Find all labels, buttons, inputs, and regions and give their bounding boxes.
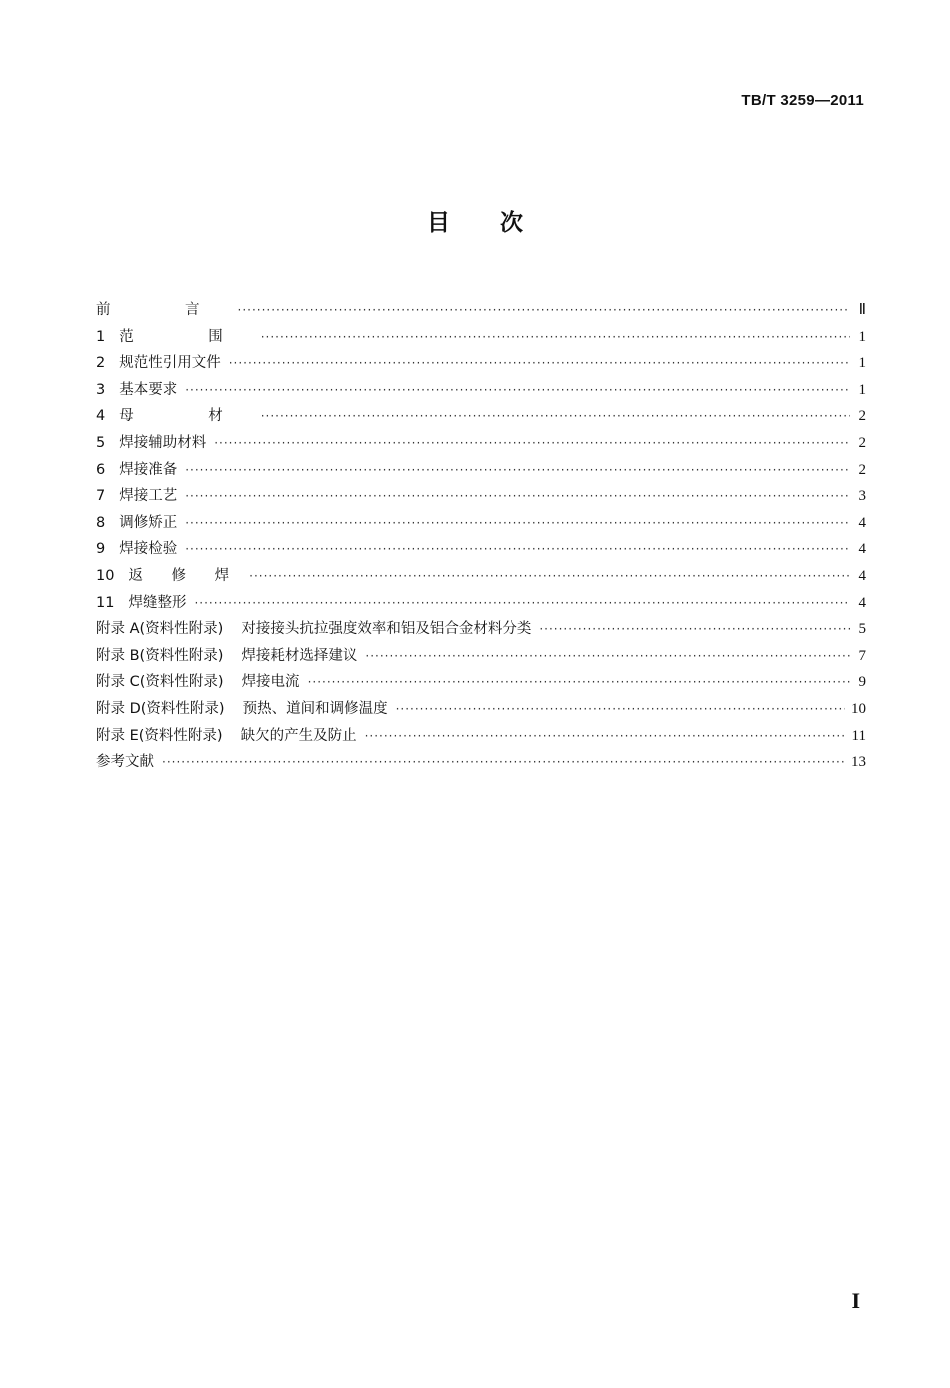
toc-entry-label: 参考文献 [96, 754, 154, 771]
toc-entry-number: 9 [96, 541, 106, 558]
toc-leader [261, 330, 850, 344]
toc-entry-number: 附录 C(资料性附录) [96, 674, 224, 691]
toc-entry-number: 附录 D(资料性附录) [96, 700, 225, 717]
toc-entry-basic-requirements[interactable] [96, 378, 866, 405]
toc-entry-label: 焊缝整形 [128, 594, 187, 611]
toc-entry-page: 3 [858, 488, 866, 505]
toc-entry-label: 返 修 焊 [128, 567, 242, 584]
toc-entry-number: 3 [96, 381, 106, 398]
toc-entry-label: 缺欠的产生及防止 [240, 727, 357, 744]
toc-entry-label: 调修矫正 [119, 514, 178, 531]
toc-leader [238, 303, 851, 317]
toc-leader [308, 675, 850, 689]
toc-entry-repair-welding[interactable] [96, 564, 866, 591]
toc-entry-label: 焊接电流 [241, 674, 300, 691]
toc-entry-scope[interactable] [96, 325, 866, 352]
toc-leader [365, 649, 850, 663]
toc-entry-number: 附录 E(资料性附录) [96, 727, 223, 744]
toc-leader [185, 489, 850, 503]
toc-entry-label: 预热、道间和调修温度 [242, 700, 388, 717]
toc-entry-straightening[interactable] [96, 511, 866, 538]
toc-entry-page: 2 [858, 408, 866, 425]
page-title-part2: 次 [500, 210, 523, 236]
toc-entry-annex-b[interactable] [96, 644, 866, 671]
toc-entry-label: 焊接检验 [119, 541, 178, 558]
toc-entry-page: 1 [858, 381, 866, 398]
toc-leader [185, 542, 850, 556]
toc-entry-label: 基本要求 [119, 381, 178, 398]
toc-entry-label: 焊接工艺 [119, 488, 178, 505]
toc-entry-number: 1 [96, 328, 106, 345]
toc-leader [229, 356, 850, 370]
toc-entry-number: 8 [96, 514, 106, 531]
toc-entry-number: 5 [96, 434, 106, 451]
toc-entry-page: 4 [858, 541, 866, 558]
toc-entry-number: 7 [96, 488, 106, 505]
toc-entry-number: 6 [96, 461, 106, 478]
table-of-contents [96, 298, 866, 777]
toc-entry-welding-inspection[interactable] [96, 537, 866, 564]
toc-entry-annex-e[interactable] [96, 724, 866, 751]
toc-entry-label: 前 言 [96, 302, 230, 318]
toc-entry-page: 1 [858, 355, 866, 372]
toc-entry-normative-references[interactable] [96, 351, 866, 378]
toc-entry-bibliography[interactable] [96, 750, 866, 777]
page-title [0, 204, 950, 237]
toc-entry-page: 13 [851, 754, 866, 771]
toc-entry-label: 母 材 [119, 408, 253, 425]
toc-leader [162, 755, 845, 769]
toc-entry-page: 11 [851, 727, 866, 744]
toc-entry-welding-preparation[interactable] [96, 458, 866, 485]
toc-entry-label: 焊接耗材选择建议 [241, 647, 358, 664]
toc-entry-foreword[interactable] [96, 298, 866, 325]
toc-entry-page: 5 [858, 621, 866, 638]
toc-entry-number: 10 [96, 567, 115, 584]
standard-code: TB/T 3259—2011 [741, 92, 864, 109]
toc-entry-page: 1 [858, 328, 866, 345]
toc-entry-page: 4 [858, 514, 866, 531]
toc-leader [214, 436, 850, 450]
toc-leader [249, 569, 850, 583]
toc-entry-number: 附录 A(资料性附录) [96, 621, 224, 638]
toc-entry-page: 9 [858, 674, 866, 691]
toc-entry-label: 范 围 [119, 328, 253, 345]
toc-entry-label: 焊接辅助材料 [119, 434, 207, 451]
toc-entry-label: 对接接头抗拉强度效率和铝及铝合金材料分类 [241, 621, 532, 638]
page-number: I [851, 1288, 860, 1313]
toc-leader [261, 409, 850, 423]
toc-entry-label: 焊接准备 [119, 461, 178, 478]
page-title-part1: 目 [427, 210, 450, 236]
toc-leader [194, 596, 850, 610]
toc-entry-number: 4 [96, 408, 106, 425]
toc-entry-page: Ⅱ [858, 302, 866, 318]
toc-entry-page: 2 [858, 434, 866, 451]
toc-entry-number: 附录 B(资料性附录) [96, 647, 224, 664]
toc-leader [185, 463, 850, 477]
toc-entry-annex-c[interactable] [96, 670, 866, 697]
toc-leader [539, 622, 850, 636]
toc-entry-label: 规范性引用文件 [119, 355, 221, 372]
toc-entry-number: 11 [96, 594, 115, 611]
toc-leader [365, 729, 846, 743]
toc-entry-weld-dressing[interactable] [96, 591, 866, 618]
toc-entry-annex-a[interactable] [96, 617, 866, 644]
toc-entry-number: 2 [96, 355, 106, 372]
toc-entry-page: 4 [858, 567, 866, 584]
toc-entry-page: 2 [858, 461, 866, 478]
toc-entry-welding-procedure[interactable] [96, 484, 866, 511]
toc-leader [185, 383, 850, 397]
toc-leader [396, 702, 845, 716]
toc-leader [185, 516, 850, 530]
toc-entry-annex-d[interactable] [96, 697, 866, 724]
toc-entry-page: 4 [858, 594, 866, 611]
toc-entry-welding-consumables[interactable] [96, 431, 866, 458]
toc-entry-page: 7 [858, 647, 866, 664]
toc-entry-base-metal[interactable] [96, 404, 866, 431]
toc-entry-page: 10 [851, 700, 866, 717]
